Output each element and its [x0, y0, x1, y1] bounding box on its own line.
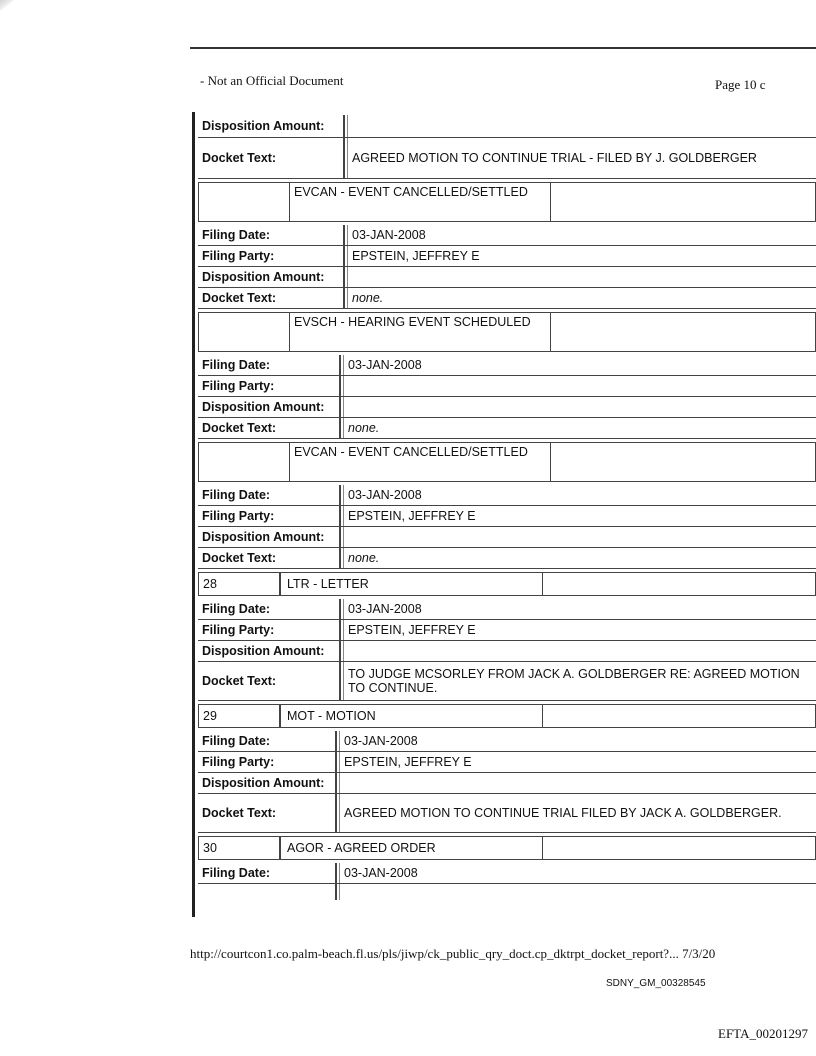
- efta-stamp: EFTA_00201297: [718, 1026, 808, 1041]
- event-row: [198, 182, 816, 222]
- entry-code: AGOR - AGREED ORDER: [281, 837, 543, 859]
- row-label: Filing Date:: [198, 731, 337, 751]
- entry-code: MOT - MOTION: [281, 705, 543, 727]
- filing-party-value: EPSTEIN, JEFFREY E: [343, 506, 816, 526]
- page-curl-shadow: [0, 0, 230, 290]
- filing-date-row: [198, 599, 816, 620]
- row-label: Filing Date:: [198, 225, 345, 245]
- row-label: Filing Date:: [198, 485, 341, 505]
- row-label: Docket Text:: [198, 794, 337, 832]
- row-label: Docket Text:: [198, 548, 341, 568]
- cut-off-row: [198, 884, 816, 900]
- event-title: EVCAN - EVENT CANCELLED/SETTLED: [289, 443, 551, 481]
- row-label: Docket Text:: [198, 138, 345, 178]
- row-label: Disposition Amount:: [198, 773, 337, 793]
- event-row: [198, 442, 816, 482]
- row-value: [347, 115, 816, 137]
- row-label: [198, 884, 337, 900]
- entry-number: 30: [199, 837, 281, 859]
- docket-text-row: [198, 138, 816, 179]
- disposition-amount-row: [198, 641, 816, 662]
- disposition-amount-row: [198, 773, 816, 794]
- filing-party-value: [343, 376, 816, 396]
- row-label: Disposition Amount:: [198, 641, 341, 661]
- filing-party-value: EPSTEIN, JEFFREY E: [343, 620, 816, 640]
- docket-text-row: [198, 418, 816, 439]
- row-label: Filing Party:: [198, 246, 345, 266]
- entry-number: 28: [199, 573, 281, 595]
- filing-date-row: [198, 355, 816, 376]
- filing-date-value: 03-JAN-2008: [343, 355, 816, 375]
- header-page-number: Page 10 c: [715, 77, 766, 92]
- filing-date-value: 03-JAN-2008: [343, 485, 816, 505]
- docket-text-value: AGREED MOTION TO CONTINUE TRIAL FILED BY JACK A. GOLDBERGER.: [339, 794, 816, 832]
- filing-party-row: [198, 506, 816, 527]
- event-title: EVCAN - EVENT CANCELLED/SETTLED: [289, 183, 551, 221]
- event-row: [198, 312, 816, 352]
- row-label: Filing Party:: [198, 620, 341, 640]
- row-label: Filing Party:: [198, 506, 341, 526]
- filing-date-row: [198, 731, 816, 752]
- filing-party-row: [198, 752, 816, 773]
- entry-code: LTR - LETTER: [281, 573, 543, 595]
- row-label: Docket Text:: [198, 662, 341, 700]
- disposition-amount-row: [198, 115, 816, 138]
- docket-entry-header: [198, 572, 816, 596]
- row-value: [343, 397, 816, 417]
- docket-entry-header: [198, 836, 816, 860]
- filing-date-value: 03-JAN-2008: [343, 599, 816, 619]
- row-label: Docket Text:: [198, 288, 345, 308]
- docket-text-row: [198, 794, 816, 833]
- row-value: [347, 267, 816, 287]
- row-label: Disposition Amount:: [198, 397, 341, 417]
- filing-party-value: EPSTEIN, JEFFREY E: [347, 246, 816, 266]
- docket-text-value: none.: [343, 418, 816, 438]
- header-disclaimer: - Not an Official Document: [200, 73, 344, 88]
- row-value: [339, 884, 816, 900]
- row-value: [339, 773, 816, 793]
- docket-text-value: none.: [347, 288, 816, 308]
- docket-table: [198, 115, 816, 900]
- filing-party-row: [198, 246, 816, 267]
- filing-date-value: 03-JAN-2008: [347, 225, 816, 245]
- row-label: Disposition Amount:: [198, 115, 345, 137]
- top-rule: [190, 47, 816, 49]
- row-label: Filing Date:: [198, 863, 337, 883]
- row-label: Disposition Amount:: [198, 267, 345, 287]
- row-label: Filing Party:: [198, 752, 337, 772]
- disposition-amount-row: [198, 527, 816, 548]
- footer-document-id: SDNY_GM_00328545: [606, 978, 706, 989]
- docket-text-row: [198, 288, 816, 309]
- disposition-amount-row: [198, 397, 816, 418]
- footer-url: http://courtcon1.co.palm-beach.fl.us/pls/jiwp/ck_public_qry_doct.cp_dktrpt_docket_report?... 7/3/20: [190, 946, 716, 961]
- filing-date-value: 03-JAN-2008: [339, 731, 816, 751]
- docket-text-row: [198, 548, 816, 569]
- filing-date-value: 03-JAN-2008: [339, 863, 816, 883]
- docket-text-value: TO JUDGE MCSORLEY FROM JACK A. GOLDBERGER RE: AGREED MOTION TO CONTINUE.: [343, 662, 816, 700]
- event-title: EVSCH - HEARING EVENT SCHEDULED: [289, 313, 551, 351]
- row-label: Filing Party:: [198, 376, 341, 396]
- docket-text-row: [198, 662, 816, 701]
- row-value: [343, 527, 816, 547]
- filing-date-row: [198, 863, 816, 884]
- filing-party-row: [198, 376, 816, 397]
- docket-text-value: none.: [343, 548, 816, 568]
- row-value: [343, 641, 816, 661]
- filing-date-row: [198, 225, 816, 246]
- row-label: Docket Text:: [198, 418, 341, 438]
- row-label: Disposition Amount:: [198, 527, 341, 547]
- filing-party-value: EPSTEIN, JEFFREY E: [339, 752, 816, 772]
- table-left-border: [192, 112, 195, 917]
- docket-text-value: AGREED MOTION TO CONTINUE TRIAL - FILED BY J. GOLDBERGER: [347, 138, 816, 178]
- docket-entry-header: [198, 704, 816, 728]
- entry-number: 29: [199, 705, 281, 727]
- row-label: Filing Date:: [198, 355, 341, 375]
- disposition-amount-row: [198, 267, 816, 288]
- filing-party-row: [198, 620, 816, 641]
- row-label: Filing Date:: [198, 599, 341, 619]
- filing-date-row: [198, 485, 816, 506]
